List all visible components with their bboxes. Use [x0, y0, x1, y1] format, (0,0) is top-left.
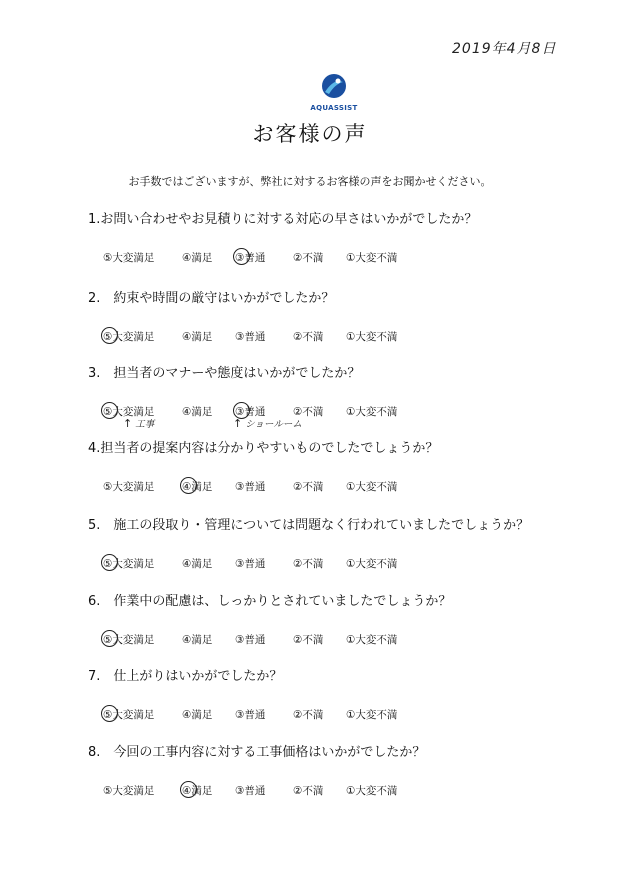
handwritten-note-showroom [233, 416, 302, 430]
rating-option[interactable]: ⑤大変満足 [103, 709, 155, 721]
rating-option[interactable]: ⑤大変満足 [103, 634, 155, 646]
rating-option[interactable]: ③普通 [235, 252, 266, 264]
rating-option[interactable]: ①大変不満 [346, 406, 398, 418]
rating-option[interactable]: ②不満 [293, 709, 324, 721]
rating-option[interactable]: ①大変不満 [346, 709, 398, 721]
rating-option[interactable]: ①大変不満 [346, 481, 398, 493]
rating-option[interactable]: ①大変不満 [346, 331, 398, 343]
rating-option[interactable]: ④満足 [182, 785, 213, 797]
hand-circle-mark [180, 781, 197, 798]
rating-option[interactable]: ④満足 [182, 558, 213, 570]
hand-circle-mark [180, 477, 197, 494]
hand-circle-mark [101, 327, 118, 344]
rating-option[interactable]: ⑤大変満足 [103, 481, 155, 493]
rating-option[interactable]: ⑤大変満足 [103, 785, 155, 797]
rating-option[interactable]: ②不満 [293, 634, 324, 646]
rating-option[interactable]: ④満足 [182, 709, 213, 721]
rating-option[interactable]: ⑤大変満足 [103, 406, 155, 418]
rating-option[interactable]: ①大変不満 [346, 558, 398, 570]
rating-option[interactable]: ②不満 [293, 558, 324, 570]
rating-option[interactable]: ①大変不満 [346, 785, 398, 797]
rating-option[interactable]: ③普通 [235, 558, 266, 570]
rating-option[interactable]: ③普通 [235, 406, 266, 418]
question-1: 1.お問い合わせやお見積りに対する対応の早さはいかがでしたか？ [88, 212, 478, 227]
rating-option[interactable]: ②不満 [293, 481, 324, 493]
rating-option[interactable]: ④満足 [182, 481, 213, 493]
rating-option[interactable]: ④満足 [182, 252, 213, 264]
hand-circle-mark [101, 402, 118, 419]
question-2: 2. 約束や時間の厳守はいかがでしたか？ [88, 291, 335, 306]
handwritten-note-construction [123, 416, 154, 430]
note-text: 工事 [135, 419, 155, 430]
aquassist-logo-icon [319, 72, 349, 100]
rating-option[interactable]: ⑤大変満足 [103, 331, 155, 343]
up-arrow-icon: ↑ [123, 417, 133, 430]
hand-circle-mark [101, 630, 118, 647]
question-5: 5. 施工の段取り・管理については問題なく行われていましたでしょうか？ [88, 518, 530, 533]
rating-option[interactable]: ③普通 [235, 634, 266, 646]
page-title: お客様の声 [252, 122, 368, 146]
rating-option[interactable]: ③普通 [235, 785, 266, 797]
rating-option[interactable]: ②不満 [293, 406, 324, 418]
handwritten-date: 2019年4月8日 [452, 41, 557, 57]
rating-option[interactable]: ③普通 [235, 331, 266, 343]
intro-text: お手数ではございますが、弊社に対するお客様の声をお聞かせください。 [128, 175, 492, 188]
rating-option[interactable]: ④満足 [182, 406, 213, 418]
rating-option[interactable]: ②不満 [293, 252, 324, 264]
rating-option[interactable]: ①大変不満 [346, 252, 398, 264]
question-6: 6. 作業中の配慮は、しっかりとされていましたでしょうか？ [88, 594, 452, 609]
note-text: ショールーム [245, 419, 302, 430]
question-8: 8. 今回の工事内容に対する工事価格はいかがでしたか？ [88, 745, 426, 760]
hand-circle-mark [233, 248, 250, 265]
rating-option[interactable]: ⑤大変満足 [103, 252, 155, 264]
rating-option[interactable]: ③普通 [235, 709, 266, 721]
rating-option[interactable]: ②不満 [293, 785, 324, 797]
logo-wordmark: AQUASSIST [310, 104, 358, 112]
question-7: 7. 仕上がりはいかがでしたか？ [88, 669, 283, 684]
hand-circle-mark [101, 554, 118, 571]
company-logo [304, 72, 364, 112]
rating-option[interactable]: ②不満 [293, 331, 324, 343]
up-arrow-icon: ↑ [233, 417, 243, 430]
hand-circle-mark [101, 705, 118, 722]
rating-option[interactable]: ③普通 [235, 481, 266, 493]
question-3: 3. 担当者のマナーや態度はいかがでしたか？ [88, 366, 361, 381]
rating-option[interactable]: ④満足 [182, 634, 213, 646]
rating-option[interactable]: ⑤大変満足 [103, 558, 155, 570]
rating-option[interactable]: ①大変不満 [346, 634, 398, 646]
question-4: 4.担当者の提案内容は分かりやすいものでしたでしょうか？ [88, 441, 439, 456]
rating-option[interactable]: ④満足 [182, 331, 213, 343]
